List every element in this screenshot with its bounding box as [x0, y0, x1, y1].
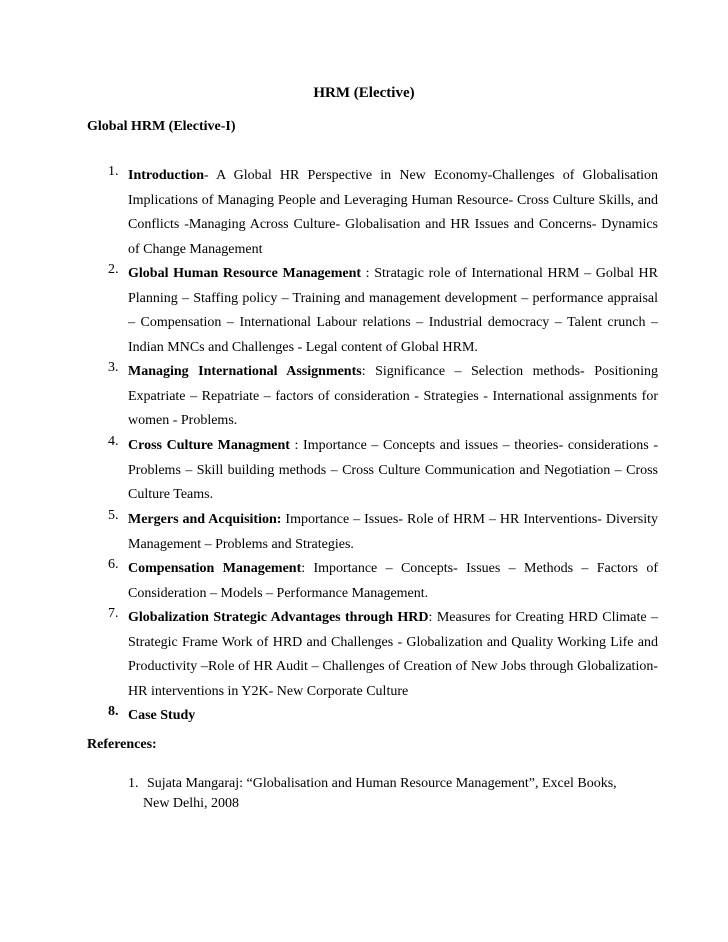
item-heading: Compensation Management: [128, 561, 302, 576]
item-body: : Importance – Concepts and issues – theories- considerations - Problems – Skill building methods – Cross Culture Communication and Negotiation – Cross Culture Teams.: [128, 438, 658, 503]
item-number: 7.: [108, 606, 119, 621]
reference-line-2: New Delhi, 2008: [143, 796, 240, 811]
item-body: : Stratagic role of International HRM – Golbal HR Planning – Staffing policy – Training and management development – performance appraisal – Compensation – International Labour relations – Industrial democracy – Talent crunch – Indian MNCs and Challenges - Legal content of Global HRM.: [128, 266, 658, 355]
item-body: : Importance – Concepts- Issues – Methods – Factors of Consideration – Models – Performance Management.: [128, 561, 658, 601]
item-number: 1.: [108, 164, 119, 179]
item-text: [128, 606, 658, 704]
item-text: [128, 164, 658, 262]
item-heading: Globalization Strategic Advantages through HRD: [128, 610, 429, 625]
item-heading: Global Human Resource Management: [128, 266, 362, 281]
reference-item: [128, 774, 668, 814]
references-heading: References:: [87, 737, 157, 752]
item-body: : Significance – Selection methods- Positioning Expatriate – Repatriate – factors of consideration - Strategies - International assignments for women - Problems.: [128, 364, 658, 429]
item-number: 8.: [108, 704, 119, 719]
page-title: HRM (Elective): [313, 85, 415, 101]
item-text: [128, 704, 658, 729]
section-subtitle: Global HRM (Elective-I): [87, 119, 236, 134]
list-item: [0, 606, 728, 704]
item-body: : Measures for Creating HRD Climate – Strategic Frame Work of HRD and Challenges - Globalization and Quality Working Life and Productivity –Role of HR Audit – Challenges of Creation of New Jobs through Globalization- HR interventions in Y2K- New Corporate Culture: [128, 610, 659, 699]
reference-line-1: Sujata Mangaraj: “Globalisation and Human Resource Management”, Excel Books,: [147, 776, 617, 791]
list-item: [0, 164, 728, 262]
item-heading: Cross Culture Managment: [128, 438, 290, 453]
item-heading: Case Study: [128, 708, 196, 723]
item-body: Importance – Issues- Role of HRM – HR Interventions- Diversity Management – Problems and Strategies.: [128, 512, 658, 552]
item-number: 4.: [108, 434, 119, 449]
item-number: 3.: [108, 360, 119, 375]
item-heading: Mergers and Acquisition:: [128, 512, 282, 527]
item-body: - A Global HR Perspective in New Economy-Challenges of Globalisation Implications of Managing People and Leveraging Human Resource- Cross Culture Skills, and Conflicts -Managing Across Culture- Globalisation and HR Issues and Concerns- Dynamics of Change Management: [128, 168, 658, 257]
item-number: 5.: [108, 508, 119, 523]
item-text: [128, 360, 658, 434]
item-text: [128, 557, 658, 606]
list-item: [0, 508, 728, 557]
reference-number: 1.: [128, 776, 139, 791]
topic-list: [0, 164, 728, 729]
item-text: [128, 508, 658, 557]
item-number: 2.: [108, 262, 119, 277]
list-item: [0, 704, 728, 729]
item-text: [128, 434, 658, 508]
item-heading: Managing International Assignments: [128, 364, 362, 379]
list-item: [0, 557, 728, 606]
item-text: [128, 262, 658, 360]
list-item: [0, 434, 728, 508]
list-item: [0, 360, 728, 434]
item-heading: Introduction: [128, 168, 204, 183]
item-number: 6.: [108, 557, 119, 572]
list-item: [0, 262, 728, 360]
